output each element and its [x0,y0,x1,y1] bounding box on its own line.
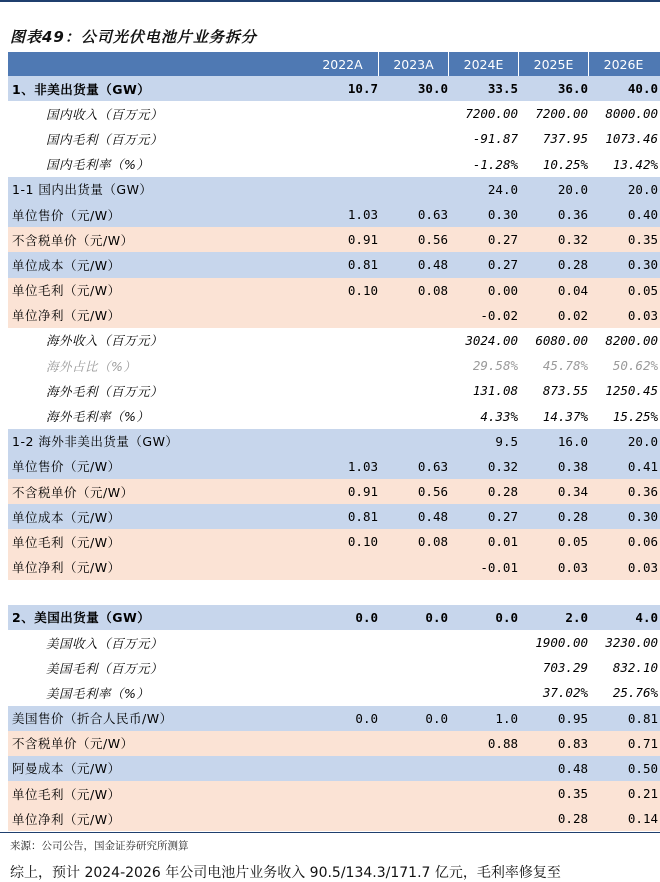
row-label: 单位毛利（元/W） [12,283,121,299]
table-cell: 0.00 [487,282,518,298]
table-cell: 0.10 [347,282,378,298]
table-row [8,252,660,277]
table-cell: 1.0 [495,710,518,726]
table-cell: -0.02 [480,307,518,323]
table-cell: 0.81 [347,257,378,273]
table-cell [308,126,378,151]
table-cell: 131.08 [472,383,518,399]
table-cell: 33.5 [487,81,518,97]
table-cell: 0.08 [417,534,448,550]
table-cell: 0.0 [495,609,518,625]
table-cell: 10.25% [542,156,588,172]
row-label: 不含税单价（元/W） [12,484,134,500]
table-cell [378,756,448,781]
table-cell: 737.95 [542,131,588,147]
table-cell: 1250.45 [605,383,658,399]
table-row [8,655,660,680]
table-row [8,781,660,806]
table-cell: 36.0 [557,81,588,97]
table-cell: 0.63 [417,458,448,474]
table-cell [448,630,518,655]
table-cell: 45.78% [542,358,588,374]
table-cell: 0.27 [487,257,518,273]
source-note: 来源：公司公告，国金证券研究所测算 [10,840,189,852]
table-row [8,403,660,428]
row-label: 单位净利（元/W） [12,811,121,827]
column-header: 2025E [518,52,588,76]
table-row [8,126,660,151]
table-cell [378,806,448,831]
table-row [8,303,660,328]
table-cell [378,781,448,806]
table-cell: 1.03 [347,207,378,223]
table-header-row [8,52,660,76]
table-row [8,605,660,630]
table-cell: 0.50 [627,760,658,776]
table-cell: 0.0 [425,609,448,625]
table-cell [378,630,448,655]
table-cell: 4.33% [480,408,518,424]
row-label: 单位成本（元/W） [12,257,121,273]
table-cell: 0.14 [627,811,658,827]
table-cell: 8000.00 [605,106,658,122]
table-cell [308,655,378,680]
table-cell: 0.01 [487,534,518,550]
table-cell: 0.48 [557,760,588,776]
table-cell: 0.81 [347,509,378,525]
row-label: 美国售价（折合人民币/W） [12,711,173,727]
table-row [8,479,660,504]
row-label: 海外收入（百万元） [46,333,164,349]
table-cell: 0.38 [557,458,588,474]
table-cell: 2.0 [565,609,588,625]
table-row [8,529,660,554]
table-row [8,504,660,529]
table-cell [308,353,378,378]
row-label: 海外毛利率（%） [46,409,150,425]
table-cell: 0.56 [417,484,448,500]
table-cell [378,303,448,328]
table-cell: 0.0 [425,710,448,726]
table-row [8,227,660,252]
table-cell [378,126,448,151]
table-cell [308,630,378,655]
table-row [8,806,660,831]
table-cell: 15.25% [612,408,658,424]
table-cell [308,555,378,580]
table-cell: 8200.00 [605,332,658,348]
table-cell: 0.28 [487,484,518,500]
table-cell: 0.05 [627,282,658,298]
row-label: 1、非美出货量（GW） [12,81,151,97]
table-cell [448,680,518,705]
table-cell: 0.35 [627,232,658,248]
row-label: 美国收入（百万元） [46,635,164,651]
table-cell: 0.27 [487,509,518,525]
table-row [8,680,660,705]
table-cell [308,101,378,126]
business-breakdown-table [8,52,660,831]
table-cell: 3024.00 [465,332,518,348]
table-cell [378,680,448,705]
table-row [8,630,660,655]
table-cell [308,781,378,806]
table-cell [378,152,448,177]
column-header: 2022A [322,56,363,72]
table-cell: 1.03 [347,458,378,474]
table-cell [308,328,378,353]
table-cell: 0.05 [557,534,588,550]
table-cell: 20.0 [627,181,658,197]
table-cell: 25.76% [612,685,658,701]
table-cell: 0.48 [417,509,448,525]
table-row [8,152,660,177]
row-label: 美国毛利率（%） [46,685,150,701]
table-cell: 873.55 [542,383,588,399]
table-cell: 0.06 [627,534,658,550]
table-row [8,101,660,126]
table-cell: 0.32 [487,458,518,474]
table-cell [308,152,378,177]
table-cell: 30.0 [417,81,448,97]
row-label: 单位净利（元/W） [12,560,121,576]
table-cell: -91.87 [472,131,518,147]
table-cell: 0.71 [627,735,658,751]
table-cell: 40.0 [627,81,658,97]
table-cell: 9.5 [495,433,518,449]
table-cell [378,378,448,403]
row-label: 1-2 海外非美出货量（GW） [12,434,179,450]
table-cell [378,177,448,202]
table-cell [378,101,448,126]
table-row [8,756,660,781]
table-cell: 0.0 [355,609,378,625]
table-cell: 0.30 [487,207,518,223]
table-cell: 0.40 [627,207,658,223]
table-row [8,328,660,353]
table-cell: 37.02% [542,685,588,701]
table-cell [378,353,448,378]
row-label: 2、美国出货量（GW） [12,610,151,626]
table-cell: 0.02 [557,307,588,323]
table-cell: 0.56 [417,232,448,248]
table-cell: 6080.00 [535,332,588,348]
table-cell: 7200.00 [535,106,588,122]
table-cell: 703.29 [542,660,588,676]
row-label: 单位净利（元/W） [12,308,121,324]
table-cell: 0.95 [557,710,588,726]
table-row [8,353,660,378]
table-cell: 0.21 [627,786,658,802]
table-cell: 7200.00 [465,106,518,122]
row-label: 美国毛利（百万元） [46,660,164,676]
row-label: 不含税单价（元/W） [12,232,134,248]
table-cell: 0.27 [487,232,518,248]
column-header: 2024E [448,52,518,76]
table-cell: 0.83 [557,735,588,751]
table-cell [448,806,518,831]
table-cell: 0.30 [627,257,658,273]
table-cell: 14.37% [542,408,588,424]
table-cell: 0.36 [557,207,588,223]
table-cell: 1900.00 [535,635,588,651]
table-cell: 20.0 [557,181,588,197]
figure-title: 图表49：公司光伏电池片业务拆分 [10,28,257,46]
table-cell: 13.42% [612,156,658,172]
table-cell: 0.81 [627,710,658,726]
table-cell [378,403,448,428]
table-cell: 0.63 [417,207,448,223]
table-cell [308,756,378,781]
table-cell [308,680,378,705]
table-row [8,555,660,580]
table-row [8,177,660,202]
table-cell: 0.03 [557,559,588,575]
table-cell: 0.0 [355,710,378,726]
table-row [8,454,660,479]
table-cell: 0.91 [347,232,378,248]
column-header: 2026E [588,52,658,76]
row-label: 1-1 国内出货量（GW） [12,182,153,198]
table-row [8,278,660,303]
table-row [8,429,660,454]
table-cell [308,378,378,403]
row-label: 单位售价（元/W） [12,459,121,475]
table-cell: 0.08 [417,282,448,298]
table-cell: 10.7 [347,81,378,97]
table-cell: 20.0 [627,433,658,449]
table-cell [308,806,378,831]
table-cell: 0.88 [487,735,518,751]
table-cell: 0.35 [557,786,588,802]
row-label: 国内毛利（百万元） [46,131,164,147]
row-label: 单位售价（元/W） [12,207,121,223]
table-cell: 0.04 [557,282,588,298]
row-label: 国内毛利率（%） [46,157,150,173]
row-label: 海外占比（%） [46,358,137,374]
row-label: 国内收入（百万元） [46,106,164,122]
table-cell: 0.34 [557,484,588,500]
table-cell [378,555,448,580]
row-label: 单位成本（元/W） [12,509,121,525]
table-cell [378,328,448,353]
row-label: 海外毛利（百万元） [46,383,164,399]
row-label: 单位毛利（元/W） [12,534,121,550]
table-cell: -0.01 [480,559,518,575]
table-cell: 0.32 [557,232,588,248]
table-cell [448,655,518,680]
table-cell: 0.36 [627,484,658,500]
table-row [8,731,660,756]
top-rule [0,0,660,2]
table-cell [308,403,378,428]
table-cell: 0.30 [627,509,658,525]
table-cell [378,731,448,756]
table-cell: 0.48 [417,257,448,273]
table-cell: 29.58% [472,358,518,374]
table-cell: 3230.00 [605,635,658,651]
table-cell: 16.0 [557,433,588,449]
body-paragraph: 综上，预计 2024-2026 年公司电池片业务收入 90.5/134.3/171.7 亿元，毛利率修复至 [10,865,561,881]
table-cell [308,731,378,756]
table-cell [308,303,378,328]
table-cell [448,781,518,806]
table-cell [308,177,378,202]
table-cell: -1.28% [472,156,518,172]
table-cell: 0.28 [557,509,588,525]
table-row [8,378,660,403]
table-cell [378,655,448,680]
column-header: 2023A [378,52,448,76]
bottom-rule [0,832,660,833]
table-cell: 4.0 [635,609,658,625]
table-cell: 0.91 [347,484,378,500]
table-cell: 0.10 [347,534,378,550]
table-cell [448,756,518,781]
table-row [8,76,660,101]
table-cell: 50.62% [612,358,658,374]
table-cell: 24.0 [487,181,518,197]
table-cell: 0.03 [627,559,658,575]
table-cell: 0.28 [557,811,588,827]
table-cell: 0.41 [627,458,658,474]
table-row [8,706,660,731]
row-label: 阿曼成本（元/W） [12,761,121,777]
table-cell [378,429,448,454]
row-label: 不含税单价（元/W） [12,736,134,752]
table-cell [308,429,378,454]
table-cell: 1073.46 [605,131,658,147]
table-row [8,202,660,227]
table-cell: 832.10 [612,660,658,676]
table-cell: 0.03 [627,307,658,323]
table-spacer-row [8,580,660,605]
row-label: 单位毛利（元/W） [12,786,121,802]
table-cell: 0.28 [557,257,588,273]
